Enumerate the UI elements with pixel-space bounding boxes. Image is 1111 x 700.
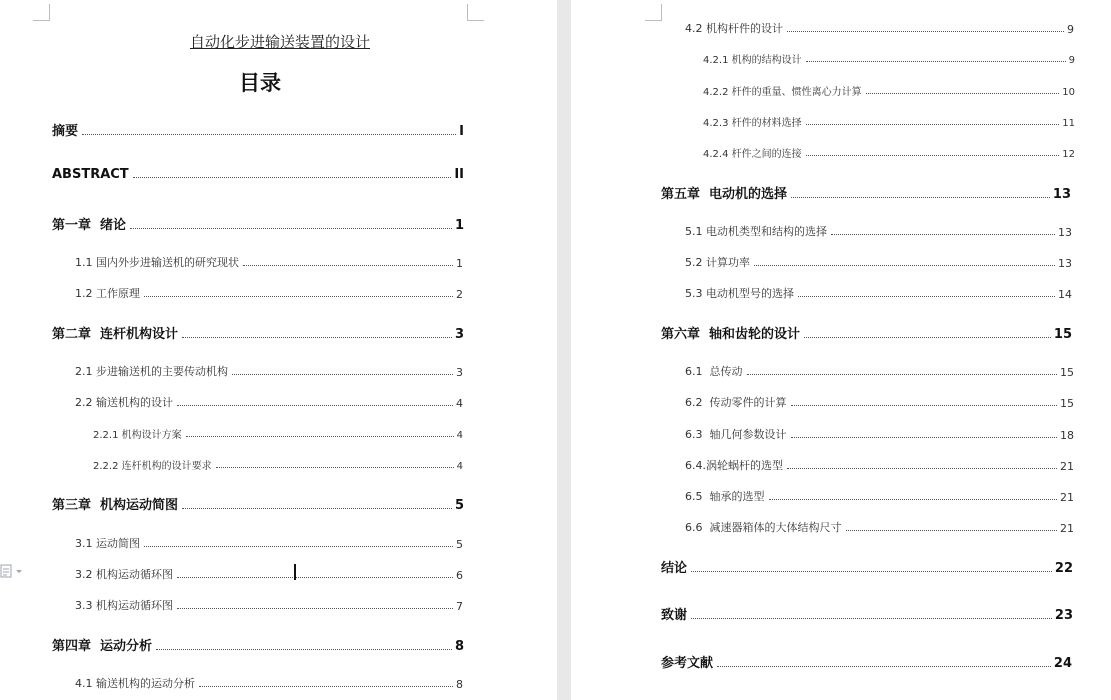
toc-entry[interactable]: 第五章 电动机的选择 13 xyxy=(661,187,1071,202)
toc-entry[interactable]: 3.2 机构运动循环图 6 xyxy=(75,568,463,582)
margin-corner-top-right xyxy=(467,4,484,21)
toc-entry[interactable]: 3.3 机构运动循环图 7 xyxy=(75,599,463,613)
toc-entry[interactable]: 6.2 传动零件的计算 15 xyxy=(685,396,1074,410)
margin-corner-top-left xyxy=(33,4,50,21)
toc-entry[interactable]: 2.1 步进输送机的主要传动机构 3 xyxy=(75,365,463,379)
toc-heading: 目录 xyxy=(239,71,281,95)
toc-entry[interactable]: 2.2 输送机构的设计 4 xyxy=(75,396,463,410)
toc-entry[interactable]: 结论 22 xyxy=(661,561,1073,576)
toc-entry[interactable]: ABSTRACT II xyxy=(52,167,464,182)
toc-entry[interactable]: 第四章 运动分析 8 xyxy=(52,639,464,654)
toc-entry[interactable]: 2.2.2 连杆机构的设计要求 4 xyxy=(93,461,463,472)
page-right xyxy=(571,0,1111,700)
toc-entry[interactable]: 4.2.2 杆件的重量、惯性离心力计算 10 xyxy=(703,87,1075,98)
toc-entry[interactable]: 6.5 轴承的选型 21 xyxy=(685,490,1074,504)
toc-entry[interactable]: 6.1 总传动 15 xyxy=(685,365,1074,379)
toc-entry[interactable]: 第一章 绪论 1 xyxy=(52,218,464,233)
toc-entry[interactable]: 致谢 23 xyxy=(661,608,1073,623)
margin-corner-top-left xyxy=(645,4,662,21)
toc-entry[interactable]: 3.1 运动简图 5 xyxy=(75,537,463,551)
toc-entry[interactable]: 5.2 计算功率 13 xyxy=(685,256,1072,270)
toc-entry[interactable]: 第六章 轴和齿轮的设计 15 xyxy=(661,327,1072,342)
toc-entry[interactable]: 6.6 减速器箱体的大体结构尺寸 21 xyxy=(685,521,1074,535)
toc-entry[interactable]: 2.2.1 机构设计方案 4 xyxy=(93,430,463,441)
toc-entry[interactable]: 4.2.1 机构的结构设计 9 xyxy=(703,55,1075,66)
toc-entry[interactable]: 1.1 国内外步进输送机的研究现状 1 xyxy=(75,256,463,270)
toc-entry[interactable]: 4.2.3 杆件的材料选择 11 xyxy=(703,118,1075,129)
toc-entry[interactable]: 4.1 输送机构的运动分析 8 xyxy=(75,677,463,691)
toc-entry[interactable]: 4.2.4 杆件之间的连接 12 xyxy=(703,149,1075,160)
document-title: 自动化步进输送装置的设计 xyxy=(189,33,370,51)
toc-entry[interactable]: 1.2 工作原理 2 xyxy=(75,287,463,301)
toc-entry[interactable]: 第二章 连杆机构设计 3 xyxy=(52,327,464,342)
toc-entry[interactable]: 6.4.涡轮蜗杆的选型 21 xyxy=(685,459,1074,473)
toc-entry[interactable]: 6.3 轴几何参数设计 18 xyxy=(685,428,1074,442)
toc-entry[interactable]: 4.2 机构杆件的设计 9 xyxy=(685,22,1074,36)
toc-entry[interactable]: 摘要 I xyxy=(52,124,464,139)
document-icon[interactable] xyxy=(0,564,24,578)
toc-entry[interactable]: 5.3 电动机型号的选择 14 xyxy=(685,287,1072,301)
toc-entry[interactable]: 第三章 机构运动简图 5 xyxy=(52,498,464,513)
toc-entry[interactable]: 5.1 电动机类型和结构的选择 13 xyxy=(685,225,1072,239)
text-cursor xyxy=(294,564,296,580)
toc-entry[interactable]: 参考文献 24 xyxy=(661,656,1072,671)
